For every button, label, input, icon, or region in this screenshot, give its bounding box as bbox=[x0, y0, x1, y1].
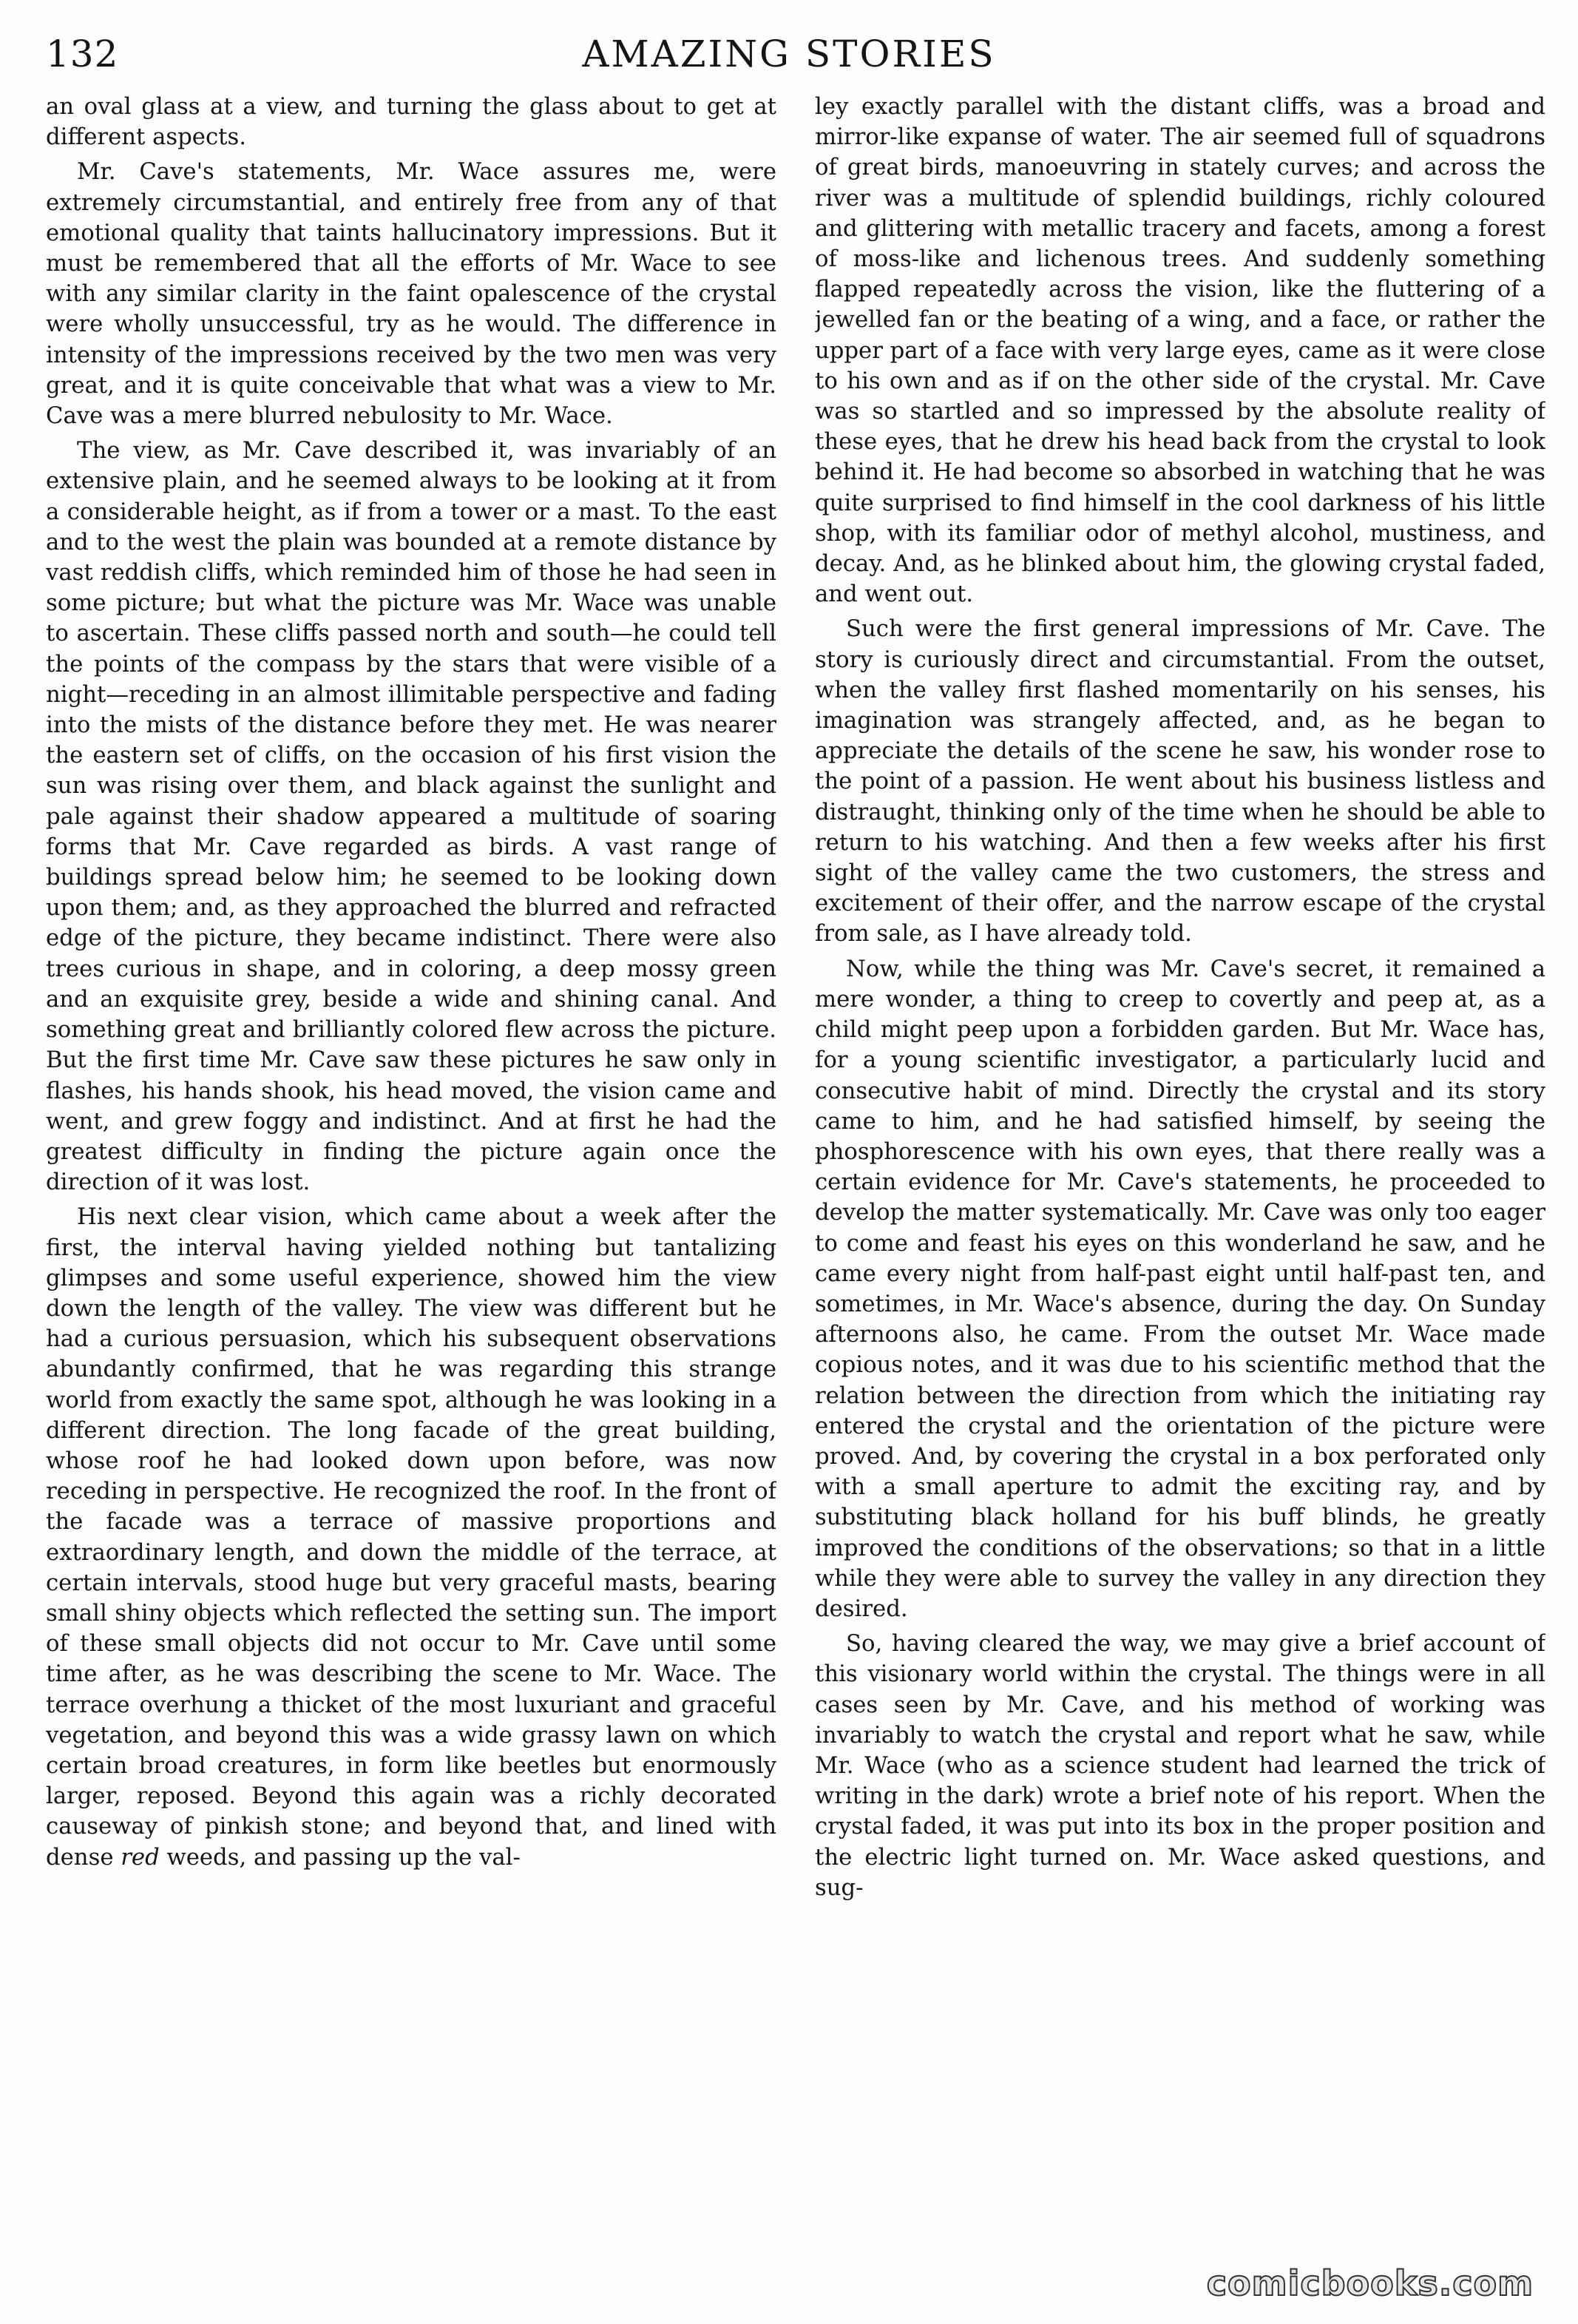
paragraph: So, having cleared the way, we may give a brief account of this visionary world within the crystal. The things were in all cases seen by Mr. Cave, and his method of working was invariably to watch the crystal and report what he saw, while Mr. Wace (who as a science student had learned the trick of writing in the dark) wrote a brief note of his report. When the crystal faded, it was put into its box in the proper position and the electric light turned on. Mr. Wace asked questions, and sug- bbox=[815, 1631, 1545, 1901]
paragraph: ley exactly parallel with the distant cliffs, was a broad and mirror-like expanse of water. The air seemed full of squadrons of great birds, manoeuvring in stately curves; and across the river was a multitude of splendid buildings, richly coloured and glittering with metallic tracery and facets, among a forest of moss-like and lichenous trees. And suddenly something flapped repeatedly across the vision, like the fluttering of a jewelled fan or the beating of a wing, and a face, or rather the upper part of a face with very large eyes, came as it were close to his own and as if on the other side of the crystal. Mr. Cave was so startled and so impressed by the absolute reality of these eyes, that he drew his head back from the crystal to look behind it. He had become so absorbed in watching that he was quite surprised to find himself in the cool darkness of his little shop, with its familiar odor of methyl alcohol, mustiness, and decay. And, as he blinked about him, the glowing crystal faded, and went out. bbox=[815, 94, 1545, 608]
paragraph-text: weeds, and passing up the val- bbox=[159, 1844, 521, 1871]
paragraph bbox=[46, 1202, 776, 1872]
watermark-logo: comicbooks.com bbox=[1206, 2263, 1534, 2303]
page-header bbox=[0, 28, 1578, 87]
article-body bbox=[46, 92, 1545, 2281]
left-column bbox=[46, 92, 776, 2281]
paragraph-text: His next clear vision, which came about a week after the first, the interval having yielded nothing but tantalizing glimpses and some useful experience, showed him the view down the length of the valley. The view was different but he had a curious persuasion, which his subsequent observations abundantly confirmed, that he was regarding this strange world from exactly the same spot, although he was looking in a different direction. The long facade of the great building, whose roof he had looked down upon before, was now receding in perspective. He recognized the roof. In the front of the facade was a terrace of massive proportions and extraordinary length, and down the middle of the terrace, at certain intervals, stood huge but very graceful masts, bearing small shiny objects which reflected the setting sun. The import of these small objects did not occur to Mr. Cave until some time after, as he was describing the scene to Mr. Wace. The terrace overhung a thicket of the most luxuriant and graceful vegetation, and beyond this was a wide grassy lawn on which certain broad creatures, in form like beetles but enormously larger, reposed. Beyond this again was a richly decorated causeway of pinkish stone; and beyond that, and lined with dense bbox=[46, 1204, 776, 1871]
page-number: 132 bbox=[46, 33, 119, 75]
running-head: AMAZING STORIES bbox=[582, 33, 996, 75]
paragraph: Such were the first general impressions of Mr. Cave. The story is curiously direct and circumstantial. From the outset, when the valley first flashed momentarily on his senses, his imagination was strangely affected, and, as he began to appreciate the details of the scene he saw, his wonder rose to the point of a passion. He went about his business listless and distraught, thinking only of the time when he should be able to return to his watching. And then a few weeks after his first sight of the valley came the two customers, the stress and excitement of their offer, and the narrow escape of the crystal from sale, as I have already told. bbox=[815, 616, 1545, 947]
emphasis-text: red bbox=[121, 1844, 160, 1871]
paragraph: Now, while the thing was Mr. Cave's secret, it remained a mere wonder, a thing to creep to covertly and peep at, as a child might peep upon a forbidden garden. But Mr. Wace has, for a young scientific investigator, a particularly lucid and consecutive habit of mind. Directly the crystal and its story came to him, and he had satisfied himself, by seeing the phosphorescence with his own eyes, that there really was a certain evidence for Mr. Cave's statements, he proceeded to develop the matter systematically. Mr. Cave was only too eager to come and feast his eyes on this wonderland he saw, and he came every night from half-past eight until half-past ten, and sometimes, in Mr. Wace's absence, during the day. On Sunday afternoons also, he came. From the outset Mr. Wace made copious notes, and it was due to his scientific method that the relation between the direction from which the initiating ray entered the crystal and the orientation of the picture were proved. And, by covering the crystal in a box perforated only with a small aperture to admit the exciting ray, and by substituting black holland for his buff blinds, he greatly improved the conditions of the observations; so that in a little while they were able to survey the valley in any direction they desired. bbox=[815, 956, 1545, 1622]
right-column bbox=[815, 92, 1545, 2281]
paragraph: Mr. Cave's statements, Mr. Wace assures me, were extremely circumstantial, and entirely free from any of that emotional quality that taints hallucinatory impressions. But it must be remembered that all the efforts of Mr. Wace to see with any similar clarity in the faint opalescence of the crystal were wholly unsuccessful, try as he would. The difference in intensity of the impressions received by the two men was very great, and it is quite conceivable that what was a view to Mr. Cave was a mere blurred nebulosity to Mr. Wace. bbox=[46, 159, 776, 430]
paragraph: The view, as Mr. Cave described it, was invariably of an extensive plain, and he seemed always to be looking at it from a considerable height, as if from a tower or a mast. To the east and to the west the plain was bounded at a remote distance by vast reddish cliffs, which reminded him of those he had seen in some picture; but what the picture was Mr. Wace was unable to ascertain. These cliffs passed north and south—he could tell the points of the compass by the stars that were visible of a night—receding in an almost illimitable perspective and fading into the mists of the distance before they met. He was nearer the eastern set of cliffs, on the occasion of his first vision the sun was rising over them, and black against the sunlight and pale against their shadow appeared a multitude of soaring forms that Mr. Cave regarded as birds. A vast range of buildings spread below him; he seemed to be looking down upon them; and, as they approached the blurred and refracted edge of the picture, they became indistinct. There were also trees curious in shape, and in coloring, a deep mossy green and an exquisite grey, beside a wide and shining canal. And something great and brilliantly colored flew across the picture. But the first time Mr. Cave saw these pictures he saw only in flashes, his hands shook, his head moved, the vision came and went, and grew foggy and indistinct. And at first he had the greatest difficulty in finding the picture again once the direction of it was lost. bbox=[46, 438, 776, 1196]
paragraph: an oval glass at a view, and turning the glass about to get at different aspects. bbox=[46, 94, 776, 151]
